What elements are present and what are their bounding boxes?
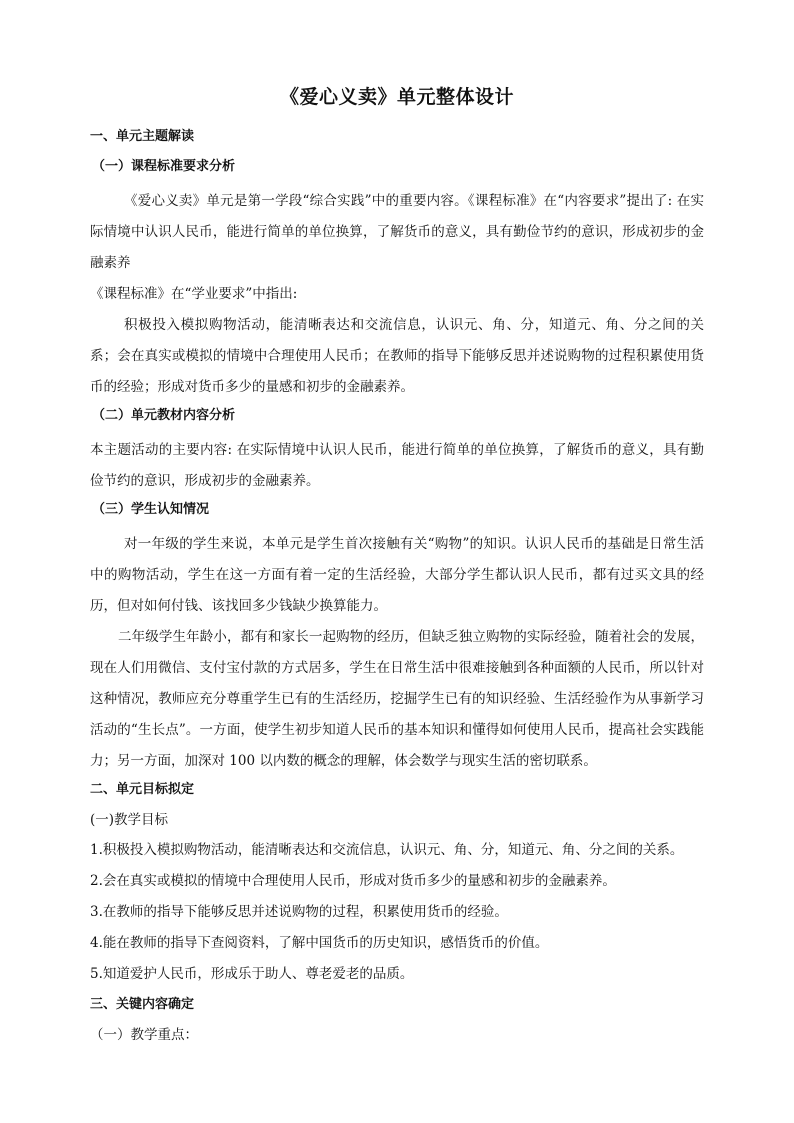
paragraph-curriculum-requirement: 积极投入模拟购物活动，能清晰表达和交流信息，认识元、角、分，知道元、角、分之间的关系；会在真实或模拟的情境中合理使用人民币；在教师的指导下能够反思并述说购物的过程积累使用货币的经验；形成对货币多少的量感和初步的金融素养。: [90, 317, 704, 395]
goal-item: 4.能在教师的指导下查阅资料，了解中国货币的历史知识，感悟货币的价值。: [90, 935, 549, 951]
goal-item: 3.在教师的指导下能够反思并述说购物的过程，积累使用货币的经验。: [90, 904, 508, 920]
paragraph-curriculum-requirement-intro: 《课程标准》在“学业要求”中指出:: [90, 286, 298, 302]
paragraph-curriculum-content: 《爱心义卖》单元是第一学段“综合实践”中的重要内容。《课程标准》在“内容要求”提出了: 在实际情境中认识人民币，能进行简单的单位换算，了解货币的意义，具有勤俭节约的意识，形成初步的金融素养: [90, 193, 704, 271]
goal-item: 5.知道爱护人民币，形成乐于助人、尊老爱老的品质。: [90, 966, 414, 982]
paragraph-textbook-content: 本主题活动的主要内容: 在实际情境中认识人民币，能进行简单的单位换算，了解货币的意义，具有勤俭节约的意识，形成初步的金融素养。: [90, 442, 704, 489]
document-page: [90, 84, 704, 1054]
subsection-heading-curriculum: （一）课程标准要求分析: [92, 159, 236, 174]
subsection-heading-textbook: （二）单元教材内容分析: [92, 408, 236, 423]
subsection-heading-teaching-goals: (一)教学目标: [90, 812, 169, 828]
section-heading-theme: 一、单元主题解读: [90, 129, 195, 144]
document-title: 《爱心义卖》单元整体设计: [279, 86, 514, 108]
paragraph-student-cognition-2: 二年级学生年龄小，都有和家长一起购物的经历，但缺乏独立购物的实际经验，随着社会的发展，现在人们用微信、支付宝付款的方式居多，学生在日常生活中很难接触到各种面额的人民币，所以针对这种情况，教师应充分尊重学生已有的生活经历，挖掘学生已有的知识经验、生活经验作为从事新学习活动的“生长点”。一方面，使学生初步知道人民币的基本知识和懂得如何使用人民币，提高社会实践能力；另一方面，加深对 100 以内数的概念的理解，体会数学与现实生活的密切联系。: [90, 629, 704, 769]
goal-item: 2.会在真实或模拟的情境中合理使用人民币，形成对货币多少的量感和初步的金融素养。: [90, 873, 616, 889]
section-heading-goals: 二、单元目标拟定: [90, 782, 195, 797]
section-heading-key-content: 三、关键内容确定: [90, 997, 195, 1012]
subsection-heading-student-cognition: （三）学生认知情况: [92, 502, 210, 517]
subsection-heading-teaching-focus: （一）教学重点：: [90, 1027, 198, 1043]
goal-item: 1.积极投入模拟购物活动，能清晰表达和交流信息，认识元、角、分，知道元、角、分之间的关系。: [90, 842, 684, 858]
paragraph-student-cognition-1: 对一年级的学生来说，本单元是学生首次接触有关“购物”的知识。认识人民币的基础是日常生活中的购物活动，学生在这一方面有着一定的生活经验，大部分学生都认识人民币，都有过买文具的经历，但对如何付钱、该找回多少钱缺少换算能力。: [90, 536, 704, 614]
